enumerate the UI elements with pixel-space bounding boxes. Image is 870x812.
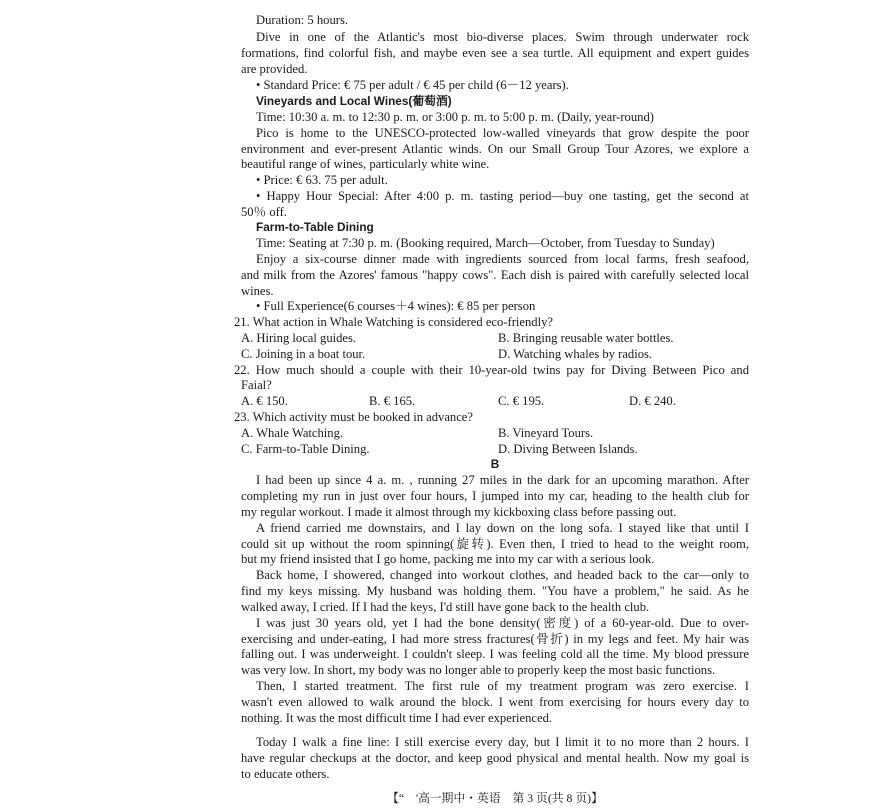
passage-line: completing my run in just over four hours, I jumped into my car, heading to the health club for — [241, 489, 749, 503]
option-22-a: A. € 150. — [241, 394, 288, 408]
passage-line: I had been up since 4 a. m. , running 27 miles in the dark for an upcoming marathon. After — [256, 473, 749, 487]
question-22: 22. How much should a couple with their 10-year-old twins pay for Diving Between Pico and — [234, 363, 749, 377]
passage-line: exercising and under-eating, I had more stress fractures(骨折) in my legs and feet. My hair was — [241, 632, 749, 646]
text-line: environment and ever-present Atlantic winds. On our Small Group Tour Azores, we explore a — [241, 142, 749, 156]
text-line: Enjoy a six-course dinner made with ingredients sourced from local farms, fresh seafood, — [256, 252, 749, 266]
passage-line: A friend carried me downstairs, and I lay down on the long sofa. I stayed like that until I — [256, 521, 749, 535]
passage-line: but my friend insisted that I go home, packing me into my car with a serious look. — [241, 552, 655, 566]
text-line: wines. — [241, 284, 274, 298]
page-footer: 【“ '高一期中・英语 第 3 页(共 8 页)】 — [387, 791, 603, 805]
option-21-a: A. Hiring local guides. — [241, 331, 357, 345]
passage-line: nothing. It was the most difficult time I had ever experienced. — [241, 711, 553, 725]
option-22-b: B. € 165. — [369, 394, 416, 408]
option-23-c: C. Farm-to-Table Dining. — [241, 442, 370, 456]
passage-line: to educate others. — [241, 767, 330, 781]
option-21-c: C. Joining in a boat tour. — [241, 347, 366, 361]
text-line: 50％ off. — [241, 205, 287, 219]
option-22-d: D. € 240. — [629, 394, 676, 408]
price-bullet: • Standard Price: € 75 per adult / € 45 per child (6－12 years). — [256, 78, 569, 92]
section-heading: Farm-to-Table Dining — [256, 220, 374, 234]
option-23-d: D. Diving Between Islands. — [498, 442, 638, 456]
option-21-d: D. Watching whales by radios. — [498, 347, 653, 361]
passage-line: have regular checkups at the doctor, and keep good physical and mental health. Now my goal is — [241, 751, 749, 765]
passage-line: Today I walk a fine line: I still exercise every day, but I limit it to no more than 2 hours. I — [256, 735, 749, 749]
option-23-b: B. Vineyard Tours. — [498, 426, 594, 440]
passage-line: my regular workout. I made it almost through my kickboxing class before passing out. — [241, 505, 677, 519]
price-bullet: • Price: € 63. 75 per adult. — [256, 173, 388, 187]
passage-line: walked away, I cried. If I had the keys, I'd still have gone back to the health club. — [241, 600, 650, 614]
text-line: formations, find colorful fish, and maybe even see a sea turtle. All equipment and expert guides — [241, 46, 749, 60]
price-bullet: • Full Experience(6 courses＋4 wines): € 85 per person — [256, 299, 536, 313]
text-line: Dive in one of the Atlantic's most bio-diverse places. Swim through underwater rock — [256, 30, 749, 44]
section-b-heading: B — [490, 457, 500, 471]
section-heading: Vineyards and Local Wines(葡萄酒) — [256, 94, 452, 108]
text-line: are provided. — [241, 62, 308, 76]
text-line: Time: 10:30 a. m. to 12:30 p. m. or 3:00 p. m. to 5:00 p. m. (Daily, year-round) — [256, 110, 654, 124]
text-line: beautiful range of wines, particularly white wine. — [241, 157, 490, 171]
option-21-b: B. Bringing reusable water bottles. — [498, 331, 674, 345]
passage-line: was very low. In short, my body was no longer able to properly keep the most basic functions. — [241, 663, 716, 677]
question-21: 21. What action in Whale Watching is considered eco-friendly? — [234, 315, 553, 329]
price-bullet: • Happy Hour Special: After 4:00 p. m. tasting period—buy one tasting, get the second at — [256, 189, 749, 203]
option-23-a: A. Whale Watching. — [241, 426, 344, 440]
question-22-cont: Faial? — [241, 378, 272, 392]
text-line: Time: Seating at 7:30 p. m. (Booking required, March—October, from Tuesday to Sunday) — [256, 236, 715, 250]
passage-line: Then, I started treatment. The first rule of my treatment program was zero exercise. I — [256, 679, 749, 693]
text-line: and milk from the Azores' famous "happy cows". Each dish is paired with carefully selected local — [241, 268, 749, 282]
passage-line: find my keys missing. My husband was holding them. "You have a problem," he said. As he — [241, 584, 749, 598]
passage-line: wasn't even allowed to walk around the block. I went from exercising for hours every day to — [241, 695, 749, 709]
passage-line: Back home, I showered, changed into workout clothes, and headed back to the car—only to — [256, 568, 749, 582]
text-line: Pico is home to the UNESCO-protected low-walled vineyards that grow despite the poor — [256, 126, 749, 140]
passage-line: falling out. I was underweight. I couldn't sleep. I was feeling cold all the time. My blood pressure — [241, 647, 749, 661]
passage-line: I was just 30 years old, yet I had the bone density(密度) of a 60-year-old. Due to over- — [256, 616, 749, 630]
text-line: Duration: 5 hours. — [256, 13, 348, 27]
option-22-c: C. € 195. — [498, 394, 545, 408]
question-23: 23. Which activity must be booked in advance? — [234, 410, 473, 424]
passage-line: could sit up without the room spinning(旋转). Even then, I tried to head to the weight room, — [241, 537, 749, 551]
